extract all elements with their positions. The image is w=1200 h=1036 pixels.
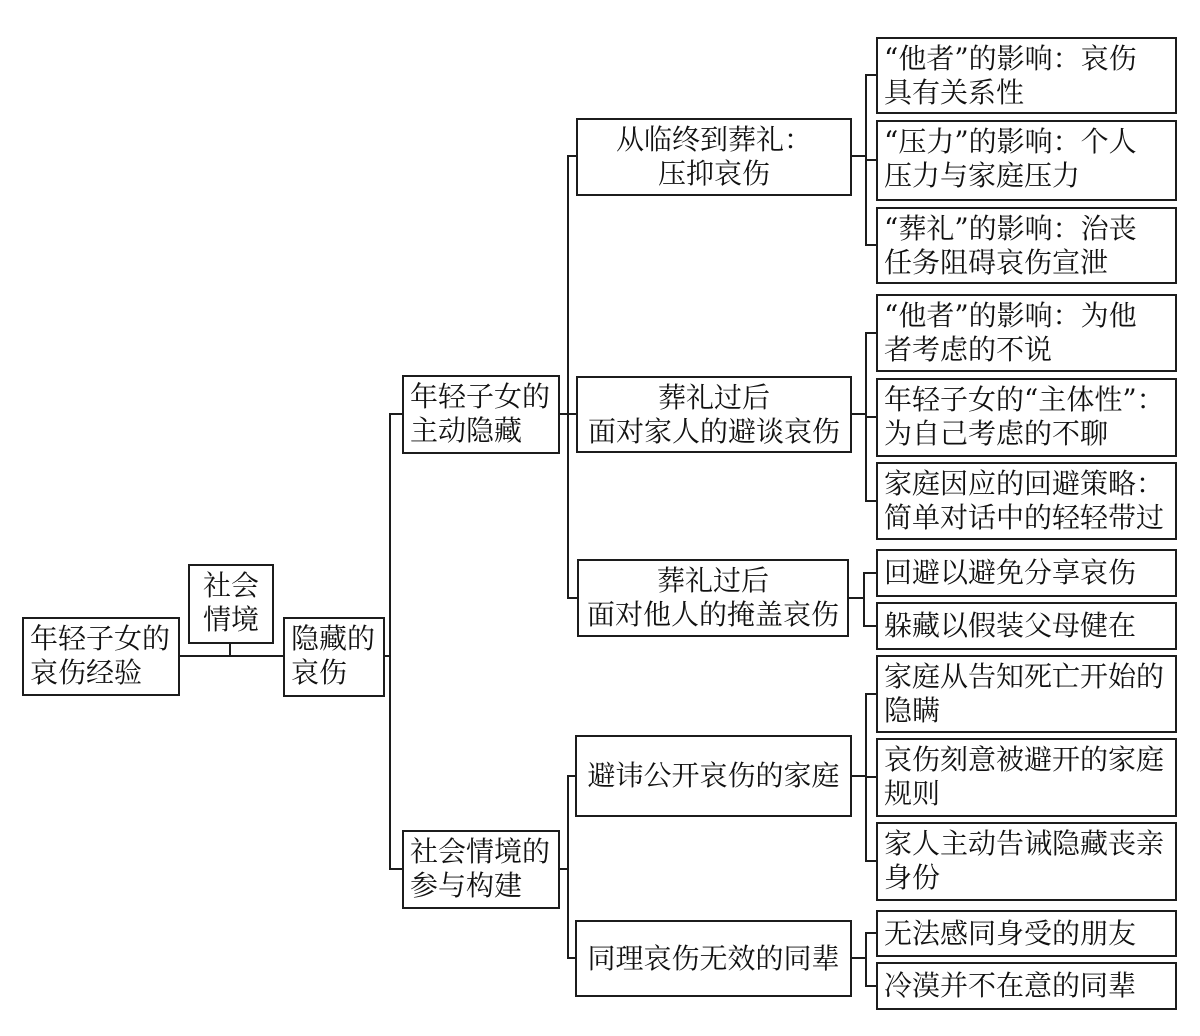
node-text: 为自己考虑的不聊 [884, 417, 1109, 450]
node-after-funeral-family [576, 376, 852, 453]
node-text: 冷漠并不在意的同辈 [884, 969, 1137, 1002]
connector-line [567, 775, 576, 777]
node-after-funeral-others [577, 559, 849, 637]
connector-line [852, 957, 865, 959]
node-text: 压抑哀伤 [657, 157, 770, 190]
node-text: 社会情境的 [410, 835, 551, 868]
node-text: “葬礼”的影响：治丧 [884, 212, 1137, 245]
node-text: 情境 [202, 603, 259, 636]
node-text: 家庭从告知死亡开始的 [884, 660, 1165, 693]
node-text: 隐藏的 [291, 622, 376, 655]
connector-line [865, 500, 876, 502]
connector-line [567, 597, 578, 599]
node-text: 年轻子女的 [30, 622, 171, 655]
connector-line [863, 572, 876, 574]
node-text: 面对他人的掩盖哀伤 [586, 598, 839, 631]
connector-line [852, 155, 865, 157]
node-text: 任务阻碍哀伤宣泄 [884, 246, 1109, 279]
node-text: 哀伤 [291, 656, 348, 689]
connector-line [567, 957, 576, 959]
node-text: 无法感同身受的朋友 [884, 916, 1137, 950]
node-text: 身份 [884, 861, 941, 894]
connector-line [229, 643, 231, 656]
node-hidden-grief [283, 617, 385, 697]
node-text: 隐瞒 [884, 694, 941, 727]
connector-line [865, 74, 876, 76]
node-text: 年轻子女的 [410, 380, 551, 413]
node-text: 哀伤经验 [30, 656, 143, 689]
node-text: 同理哀伤无效的同辈 [587, 941, 840, 975]
node-text: “压力”的影响：个人 [884, 125, 1137, 158]
node-text: 主动隐藏 [410, 414, 523, 447]
connector-line [180, 655, 284, 657]
node-family-taboo [575, 735, 852, 817]
node-text: 参与构建 [410, 869, 523, 902]
node-social-context [188, 564, 274, 644]
node-text: “他者”的影响：为他 [884, 299, 1137, 332]
node-root [22, 617, 180, 696]
connector-line [865, 932, 867, 987]
connector-line [865, 416, 876, 418]
connector-line [852, 775, 865, 777]
leaf-funeral-tasks [876, 207, 1177, 284]
connector-line [389, 868, 402, 870]
node-text: 具有关系性 [884, 76, 1025, 109]
leaf-indifferent-peers [876, 962, 1177, 1010]
node-text: 从临终到葬礼： [615, 123, 812, 156]
node-text: 面对家人的避谈哀伤 [587, 415, 840, 448]
connector-line [865, 332, 876, 334]
leaf-pretend-alive [876, 602, 1177, 650]
node-text: 压力与家庭压力 [884, 159, 1081, 192]
leaf-pressure [876, 120, 1177, 201]
leaf-avoid-sharing [876, 549, 1177, 597]
connector-line [865, 776, 876, 778]
leaf-warn-identity [876, 822, 1177, 901]
connector-line [863, 572, 865, 627]
leaf-subjectivity [876, 378, 1177, 457]
connector-line [865, 693, 876, 695]
connector-line [389, 413, 402, 415]
node-text: 年轻子女的“主体性”： [884, 383, 1165, 416]
connector-line [567, 775, 569, 959]
node-text: 回避以避免分享哀伤 [884, 556, 1137, 589]
node-text: 躲藏以假装父母健在 [884, 609, 1137, 642]
leaf-family-avoidance [876, 462, 1177, 540]
node-text: 简单对话中的轻轻带过 [884, 501, 1165, 534]
connector-line [865, 985, 876, 987]
leaf-friends-no-empathy [876, 910, 1177, 957]
node-text: 哀伤刻意被避开的家庭 [884, 743, 1165, 776]
leaf-other-relational [876, 37, 1177, 114]
connector-line [865, 932, 876, 934]
node-text: 者考虑的不说 [884, 333, 1053, 366]
connector-line [567, 155, 569, 599]
connector-line [567, 155, 577, 157]
leaf-family-rules [876, 738, 1177, 817]
node-social-construction [402, 830, 560, 909]
leaf-concealment-death [876, 655, 1177, 733]
node-text: 家人主动告诫隐藏丧亲 [884, 827, 1165, 860]
connector-line [865, 244, 876, 246]
leaf-other-notsay [876, 294, 1177, 372]
node-text: 规则 [884, 777, 941, 810]
connector-line [865, 159, 876, 161]
node-text: 葬礼过后 [657, 381, 770, 414]
node-text: “他者”的影响：哀伤 [884, 42, 1137, 75]
connector-line [852, 413, 865, 415]
node-text: 社会 [202, 569, 259, 602]
connector-line [865, 860, 876, 862]
node-active-hiding [402, 375, 560, 454]
connector-line [389, 413, 391, 870]
node-peer-empathy-fail [575, 920, 852, 997]
node-text: 家庭因应的回避策略： [884, 467, 1165, 500]
node-text: 葬礼过后 [656, 564, 769, 597]
connector-line [863, 625, 876, 627]
node-text: 避讳公开哀伤的家庭 [587, 759, 840, 792]
node-dying-to-funeral [576, 118, 852, 196]
